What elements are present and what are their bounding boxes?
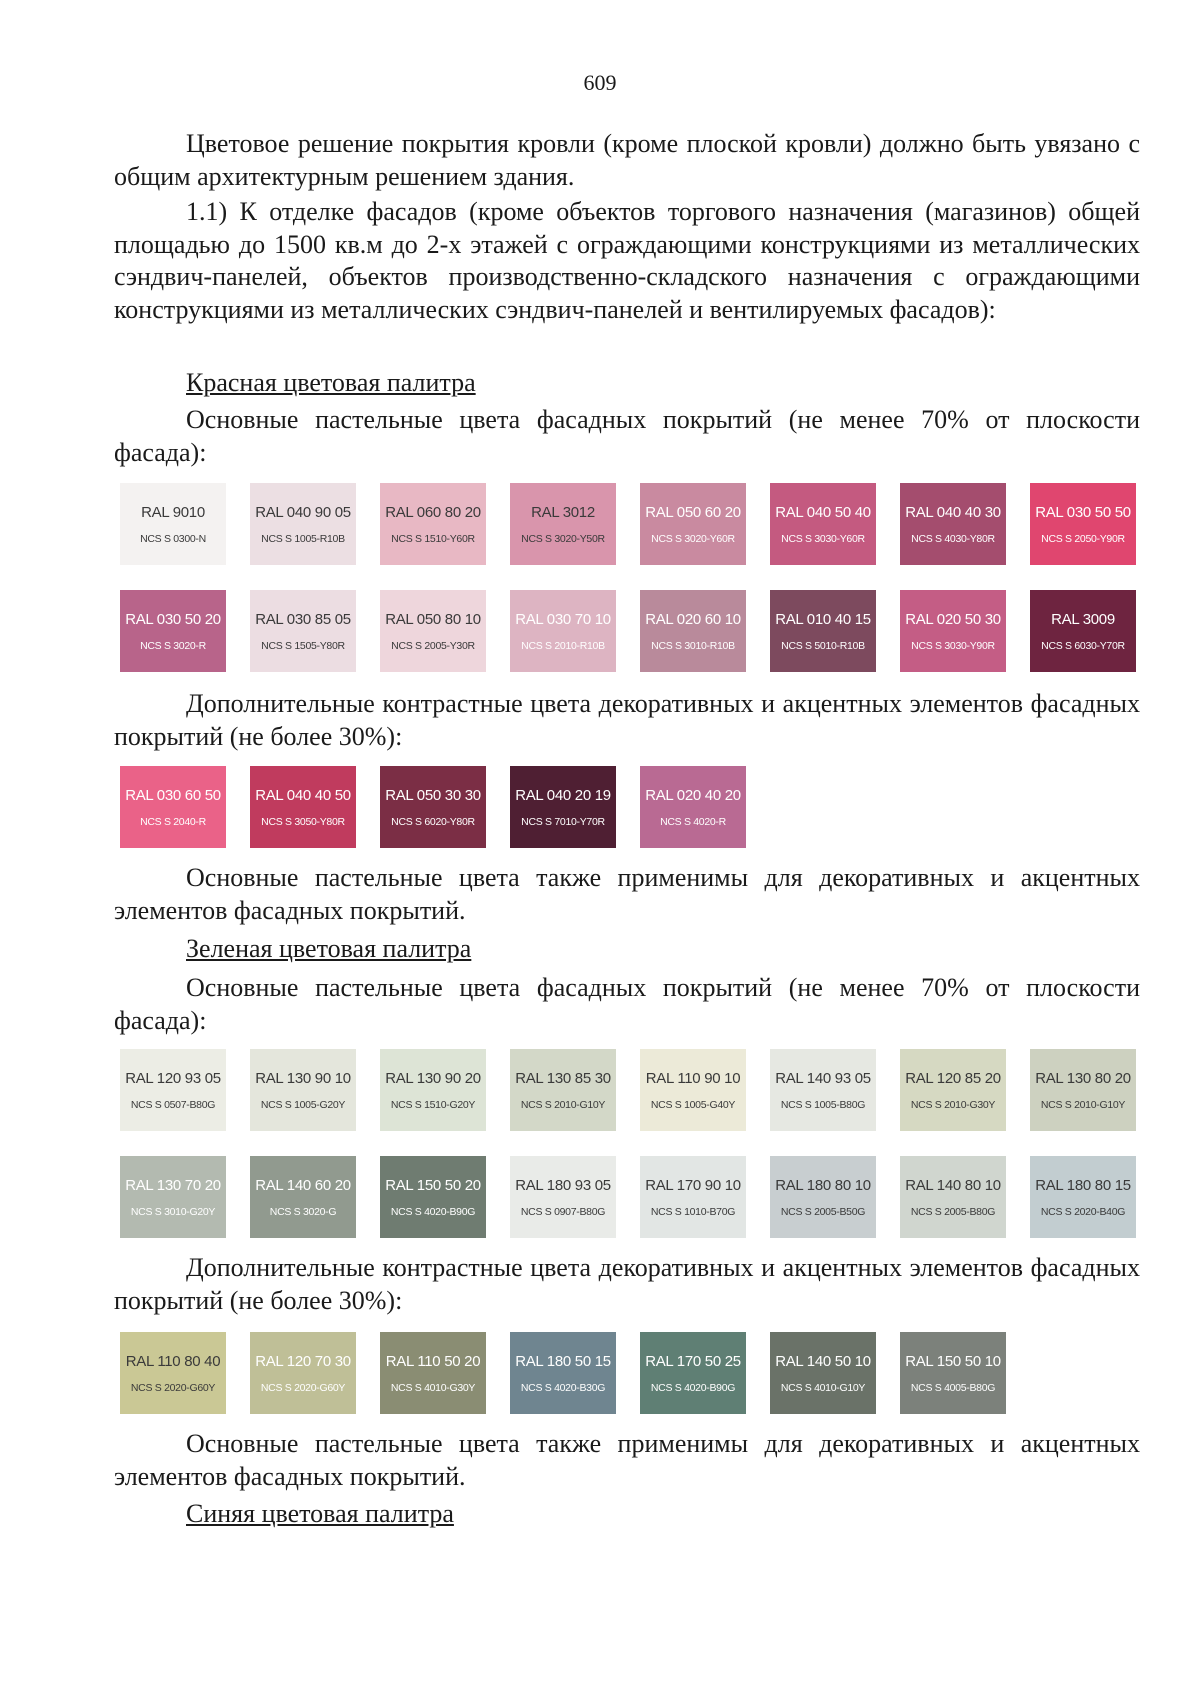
ncs-code-label: NCS S 1005-B80G	[780, 1098, 866, 1111]
ral-code-label: RAL 050 80 10	[385, 610, 481, 628]
color-swatch	[380, 1156, 486, 1238]
color-swatch	[250, 766, 356, 848]
green-accent-colors-text: Дополнительные контрастные цвета декоративных и акцентных элементов фасадных покрытий (не более 30%):	[114, 1253, 1140, 1315]
ncs-code-label: NCS S 4020-B90G	[390, 1205, 476, 1218]
ncs-code-label: NCS S 2040-R	[140, 815, 206, 828]
color-swatch	[640, 1049, 746, 1131]
color-swatch	[640, 766, 746, 848]
color-swatch	[120, 483, 226, 565]
ral-code-label: RAL 9010	[141, 503, 205, 521]
color-swatch	[510, 766, 616, 848]
color-swatch	[900, 590, 1006, 672]
ncs-code-label: NCS S 3020-G	[269, 1205, 337, 1218]
ncs-code-label: NCS S 4010-G10Y	[780, 1381, 866, 1394]
color-swatch	[770, 590, 876, 672]
ncs-code-label: NCS S 3010-G20Y	[130, 1205, 216, 1218]
color-swatch	[250, 1156, 356, 1238]
ncs-code-label: NCS S 4005-B80G	[910, 1381, 996, 1394]
ral-code-label: RAL 130 80 20	[1035, 1069, 1131, 1087]
ral-code-label: RAL 030 50 20	[125, 610, 221, 628]
color-swatch	[380, 1332, 486, 1414]
red-palette-heading: Красная цветовая палитра	[186, 368, 476, 397]
ral-code-label: RAL 060 80 20	[385, 503, 481, 521]
ral-code-label: RAL 180 50 15	[515, 1352, 611, 1370]
ncs-code-label: NCS S 3020-Y60R	[651, 532, 735, 545]
color-swatch	[380, 1049, 486, 1131]
ncs-code-label: NCS S 7010-Y70R	[521, 815, 605, 828]
ral-code-label: RAL 3009	[1051, 610, 1115, 628]
color-swatch	[900, 1049, 1006, 1131]
ncs-code-label: NCS S 6020-Y80R	[391, 815, 475, 828]
ncs-code-label: NCS S 2005-Y30R	[391, 639, 475, 652]
ral-code-label: RAL 030 50 50	[1035, 503, 1131, 521]
ral-code-label: RAL 170 50 25	[645, 1352, 741, 1370]
ral-code-label: RAL 120 93 05	[125, 1069, 221, 1087]
ncs-code-label: NCS S 3030-Y60R	[781, 532, 865, 545]
ncs-code-label: NCS S 2020-G60Y	[260, 1381, 346, 1394]
ncs-code-label: NCS S 3020-Y50R	[521, 532, 605, 545]
color-swatch	[120, 1049, 226, 1131]
ncs-code-label: NCS S 0300-N	[140, 532, 206, 545]
red-note-text: Основные пастельные цвета также применимы для декоративных и акцентных элементов фасадных покрытий.	[114, 863, 1140, 925]
color-swatch	[770, 1332, 876, 1414]
color-swatch	[510, 1049, 616, 1131]
ral-code-label: RAL 040 40 50	[255, 786, 351, 804]
color-swatch	[900, 1332, 1006, 1414]
ncs-code-label: NCS S 2010-G30Y	[910, 1098, 996, 1111]
blue-palette-heading: Синяя цветовая палитра	[186, 1499, 454, 1528]
ral-code-label: RAL 120 70 30	[255, 1352, 351, 1370]
color-swatch	[120, 1332, 226, 1414]
color-swatch	[380, 590, 486, 672]
ncs-code-label: NCS S 1005-G40Y	[650, 1098, 736, 1111]
color-swatch	[380, 766, 486, 848]
ncs-code-label: NCS S 0507-B80G	[130, 1098, 216, 1111]
ncs-code-label: NCS S 1005-R10B	[261, 532, 345, 545]
color-swatch	[250, 483, 356, 565]
ral-code-label: RAL 120 85 20	[905, 1069, 1001, 1087]
ral-code-label: RAL 030 60 50	[125, 786, 221, 804]
ncs-code-label: NCS S 1010-B70G	[650, 1205, 736, 1218]
ncs-code-label: NCS S 5010-R10B	[781, 639, 865, 652]
ral-code-label: RAL 020 60 10	[645, 610, 741, 628]
color-swatch	[510, 1156, 616, 1238]
ncs-code-label: NCS S 4020-B30G	[520, 1381, 606, 1394]
ral-code-label: RAL 040 40 30	[905, 503, 1001, 521]
ncs-code-label: NCS S 2050-Y90R	[1041, 532, 1125, 545]
ral-code-label: RAL 010 40 15	[775, 610, 871, 628]
ncs-code-label: NCS S 3010-R10B	[651, 639, 735, 652]
green-main-swatches-row-2	[120, 1156, 1160, 1238]
ncs-code-label: NCS S 2005-B80G	[910, 1205, 996, 1218]
color-swatch	[250, 1049, 356, 1131]
ral-code-label: RAL 180 93 05	[515, 1176, 611, 1194]
red-accent-colors-text: Дополнительные контрастные цвета декоративных и акцентных элементов фасадных покрытий (не более 30%):	[114, 689, 1140, 751]
green-main-colors-text: Основные пастельные цвета фасадных покрытий (не менее 70% от плоскости фасада):	[114, 973, 1140, 1035]
color-swatch	[900, 1156, 1006, 1238]
ral-code-label: RAL 140 60 20	[255, 1176, 351, 1194]
ncs-code-label: NCS S 2020-B40G	[1040, 1205, 1126, 1218]
color-swatch	[250, 590, 356, 672]
ral-code-label: RAL 170 90 10	[645, 1176, 741, 1194]
ral-code-label: RAL 030 70 10	[515, 610, 611, 628]
ncs-code-label: NCS S 6030-Y70R	[1041, 639, 1125, 652]
ncs-code-label: NCS S 3030-Y90R	[911, 639, 995, 652]
ncs-code-label: NCS S 2010-G10Y	[520, 1098, 606, 1111]
ral-code-label: RAL 140 93 05	[775, 1069, 871, 1087]
green-accent-swatches-row	[120, 1332, 1030, 1414]
intro-paragraph-roof: Цветовое решение покрытия кровли (кроме плоской кровли) должно быть увязано с общим архитектурным решением здания.	[114, 129, 1140, 191]
ral-code-label: RAL 130 70 20	[125, 1176, 221, 1194]
color-swatch	[770, 483, 876, 565]
color-swatch	[510, 590, 616, 672]
color-swatch	[640, 1332, 746, 1414]
ncs-code-label: NCS S 1505-Y80R	[261, 639, 345, 652]
ral-code-label: RAL 020 50 30	[905, 610, 1001, 628]
ral-code-label: RAL 130 85 30	[515, 1069, 611, 1087]
intro-paragraph-facades: 1.1) К отделке фасадов (кроме объектов торгового назначения (магазинов) общей площадью до 1500 кв.м до 2-х этажей с ограждающими конструкциями из металлических сэндвич-панелей, объектов производственно-складского назначения с ограждающими конструкциями из металлических сэндвич-панелей и вентилируемых фасадов):	[114, 197, 1140, 324]
color-swatch	[1030, 1156, 1136, 1238]
ral-code-label: RAL 110 80 40	[125, 1352, 221, 1370]
color-swatch	[120, 590, 226, 672]
ncs-code-label: NCS S 2010-R10B	[521, 639, 605, 652]
ncs-code-label: NCS S 0907-B80G	[520, 1205, 606, 1218]
ncs-code-label: NCS S 3020-R	[140, 639, 206, 652]
ncs-code-label: NCS S 1005-G20Y	[260, 1098, 346, 1111]
ral-code-label: RAL 040 50 40	[775, 503, 871, 521]
ral-code-label: RAL 150 50 20	[385, 1176, 481, 1194]
ral-code-label: RAL 150 50 10	[905, 1352, 1001, 1370]
ral-code-label: RAL 140 80 10	[905, 1176, 1001, 1194]
ncs-code-label: NCS S 1510-Y60R	[391, 532, 475, 545]
ncs-code-label: NCS S 4020-R	[660, 815, 726, 828]
ral-code-label: RAL 140 50 10	[775, 1352, 871, 1370]
ncs-code-label: NCS S 4010-G30Y	[390, 1381, 476, 1394]
page-number: 609	[583, 70, 617, 95]
ral-code-label: RAL 130 90 20	[385, 1069, 481, 1087]
ral-code-label: RAL 030 85 05	[255, 610, 351, 628]
ral-code-label: RAL 050 30 30	[385, 786, 481, 804]
color-swatch	[1030, 1049, 1136, 1131]
color-swatch	[120, 766, 226, 848]
ncs-code-label: NCS S 2010-G10Y	[1040, 1098, 1126, 1111]
ral-code-label: RAL 3012	[531, 503, 595, 521]
color-swatch	[510, 1332, 616, 1414]
red-main-swatches-row-2	[120, 590, 1160, 672]
red-main-colors-text: Основные пастельные цвета фасадных покрытий (не менее 70% от плоскости фасада):	[114, 405, 1140, 467]
color-swatch	[120, 1156, 226, 1238]
color-swatch	[380, 483, 486, 565]
ral-code-label: RAL 110 90 10	[645, 1069, 741, 1087]
color-swatch	[640, 1156, 746, 1238]
color-swatch	[510, 483, 616, 565]
ncs-code-label: NCS S 3050-Y80R	[261, 815, 345, 828]
color-swatch	[1030, 590, 1136, 672]
ncs-code-label: NCS S 4020-B90G	[650, 1381, 736, 1394]
ncs-code-label: NCS S 2005-B50G	[780, 1205, 866, 1218]
color-swatch	[770, 1049, 876, 1131]
green-palette-heading: Зеленая цветовая палитра	[186, 934, 472, 963]
color-swatch	[770, 1156, 876, 1238]
ral-code-label: RAL 040 90 05	[255, 503, 351, 521]
ral-code-label: RAL 130 90 10	[255, 1069, 351, 1087]
color-swatch	[640, 590, 746, 672]
red-main-swatches-row-1	[120, 483, 1160, 565]
ral-code-label: RAL 020 40 20	[645, 786, 741, 804]
color-swatch	[640, 483, 746, 565]
color-swatch	[1030, 483, 1136, 565]
ral-code-label: RAL 180 80 10	[775, 1176, 871, 1194]
ncs-code-label: NCS S 2020-G60Y	[130, 1381, 216, 1394]
ncs-code-label: NCS S 1510-G20Y	[390, 1098, 476, 1111]
ral-code-label: RAL 110 50 20	[385, 1352, 481, 1370]
ral-code-label: RAL 040 20 19	[515, 786, 611, 804]
color-swatch	[900, 483, 1006, 565]
ral-code-label: RAL 050 60 20	[645, 503, 741, 521]
green-main-swatches-row-1	[120, 1049, 1160, 1131]
red-accent-swatches-row	[120, 766, 770, 848]
color-swatch	[250, 1332, 356, 1414]
green-note-text: Основные пастельные цвета также применимы для декоративных и акцентных элементов фасадных покрытий.	[114, 1429, 1140, 1491]
ncs-code-label: NCS S 4030-Y80R	[911, 532, 995, 545]
ral-code-label: RAL 180 80 15	[1035, 1176, 1131, 1194]
